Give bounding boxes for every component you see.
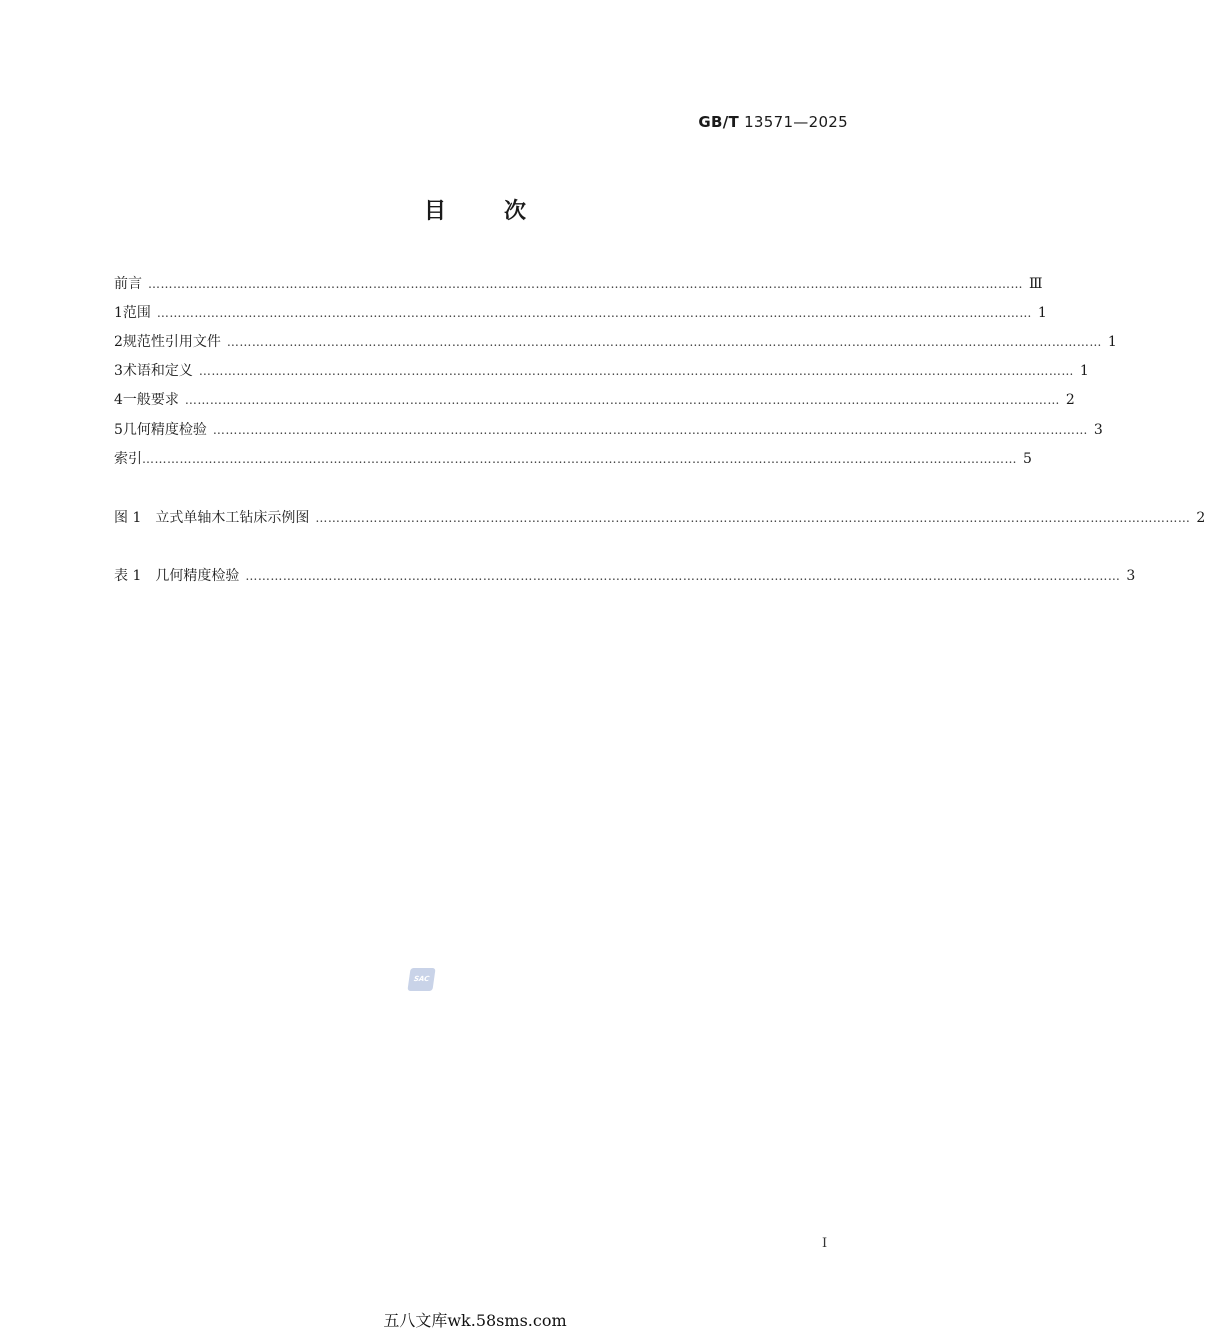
page-folio: I xyxy=(822,1236,828,1251)
toc-title-char-2: 次 xyxy=(504,199,527,224)
toc-entry-label: 前言 xyxy=(114,276,142,292)
toc-entry-terms[interactable] xyxy=(114,361,1089,381)
leader-dots: ………………………………………………………………………………………………………………………………………………………………………………………… xyxy=(148,277,1023,291)
toc-entry-scope[interactable] xyxy=(114,303,1047,323)
standard-prefix: GB/T xyxy=(698,113,740,131)
toc-entry-label: 范围 xyxy=(122,305,151,321)
leader-dots: ………………………………………………………………………………………………………………………………………………………………………………………… xyxy=(198,364,1074,378)
leader-dots: ………………………………………………………………………………………………………………………………………………………………………………………… xyxy=(142,452,1017,466)
toc-entry-page: 1 xyxy=(1079,363,1089,379)
toc-entry-number: 4 xyxy=(114,392,123,408)
leader-dots: ………………………………………………………………………………………………………………………………………………………………………………………… xyxy=(212,423,1088,437)
toc-entry-page: 3 xyxy=(1126,568,1136,584)
toc-entry-figure-1[interactable] xyxy=(114,508,1205,528)
toc-entry-page: 5 xyxy=(1023,451,1032,467)
toc-entry-page: 2 xyxy=(1196,510,1205,526)
toc-entry-page: 3 xyxy=(1093,422,1103,438)
toc-entry-normative-references[interactable] xyxy=(114,332,1117,352)
toc-entry-label: 图 1 立式单轴木工钻床示例图 xyxy=(114,510,310,526)
toc-entry-label: 表 1 几何精度检验 xyxy=(114,568,240,584)
toc-entry-foreword[interactable] xyxy=(114,274,1043,294)
toc-entry-label: 索引 xyxy=(114,451,142,467)
toc-title xyxy=(0,194,950,225)
toc-title-char-1: 目 xyxy=(423,199,446,224)
toc-entry-geometric-accuracy[interactable] xyxy=(114,420,1103,440)
toc-entry-label: 规范性引用文件 xyxy=(122,334,221,350)
leader-dots: ………………………………………………………………………………………………………………………………………………………………………………………… xyxy=(226,335,1102,349)
toc-entry-number: 2 xyxy=(114,334,123,350)
toc-entry-table-1[interactable] xyxy=(114,566,1136,586)
toc-entry-label: 几何精度检验 xyxy=(122,422,207,438)
toc-entry-page: 1 xyxy=(1037,305,1047,321)
toc-entry-label: 术语和定义 xyxy=(122,363,193,379)
toc-entry-page: 2 xyxy=(1065,392,1075,408)
toc-entry-index[interactable] xyxy=(114,449,1032,469)
footer-watermark: 五八文库wk.58sms.com xyxy=(383,1311,567,1330)
standard-number: 13571—2025 xyxy=(744,113,848,131)
toc-entry-page: Ⅲ xyxy=(1029,276,1043,292)
sac-logo: SAC xyxy=(407,968,435,991)
leader-dots: ………………………………………………………………………………………………………………………………………………………………………………………… xyxy=(315,511,1191,525)
leader-dots: ………………………………………………………………………………………………………………………………………………………………………………………… xyxy=(245,569,1121,583)
toc-entry-number: 3 xyxy=(114,363,123,379)
toc-entry-page: 1 xyxy=(1107,334,1117,350)
toc-entry-label: 一般要求 xyxy=(122,392,179,408)
standard-code xyxy=(698,113,848,131)
leader-dots: ………………………………………………………………………………………………………………………………………………………………………………………… xyxy=(184,393,1060,407)
toc-entry-general-requirements[interactable] xyxy=(114,390,1075,410)
toc-entry-number: 1 xyxy=(114,305,123,321)
toc-entry-number: 5 xyxy=(114,422,123,438)
leader-dots: ………………………………………………………………………………………………………………………………………………………………………………………… xyxy=(156,306,1032,320)
